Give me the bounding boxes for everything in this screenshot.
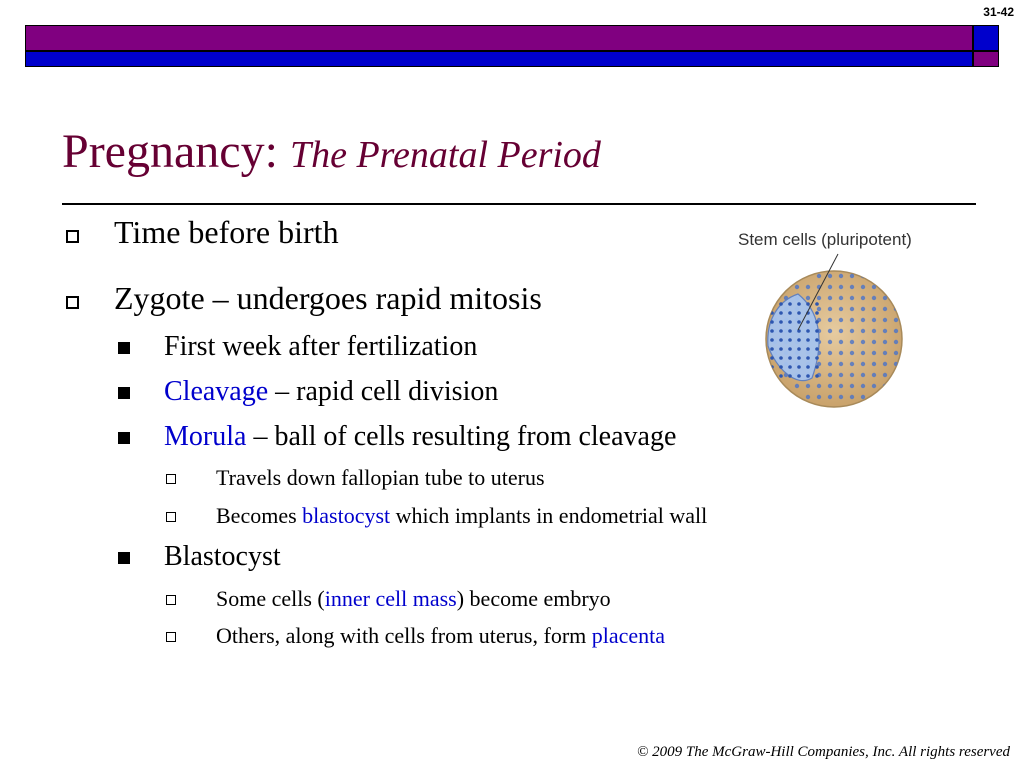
inner-cell-dot <box>788 365 792 369</box>
cell-nucleus-dot <box>883 351 887 355</box>
inner-cell-dot <box>788 356 792 360</box>
inner-cell-dot <box>815 311 819 315</box>
cell-nucleus-dot <box>861 329 865 333</box>
cell-nucleus-dot <box>817 296 821 300</box>
inner-cell-dot <box>788 374 792 378</box>
inner-cell-dot <box>788 311 792 315</box>
cell-nucleus-dot <box>839 373 843 377</box>
cell-nucleus-dot <box>872 296 876 300</box>
inner-cell-dot <box>779 374 783 378</box>
inner-cell-dot <box>797 374 801 378</box>
cell-nucleus-dot <box>883 296 887 300</box>
inner-cell-dot <box>770 374 774 378</box>
inner-cell-dot <box>788 302 792 306</box>
cell-nucleus-dot <box>828 362 832 366</box>
small-hollow-square-bullet-icon <box>166 512 176 522</box>
cell-nucleus-dot <box>861 285 865 289</box>
cell-nucleus-dot <box>850 351 854 355</box>
cell-nucleus-dot <box>839 296 843 300</box>
small-hollow-square-bullet-icon <box>166 595 176 605</box>
bullet-travels-down: Travels down fallopian tube to uterus <box>216 465 545 490</box>
cell-nucleus-dot <box>850 318 854 322</box>
term-cleavage: Cleavage <box>164 376 269 407</box>
cell-nucleus-dot <box>894 373 898 377</box>
inner-cell-dot <box>770 329 774 333</box>
solid-square-bullet-icon <box>118 432 130 444</box>
inner-cell-dot <box>770 320 774 324</box>
inner-cell-dot <box>797 302 801 306</box>
cell-nucleus-dot <box>828 329 832 333</box>
cell-nucleus-dot <box>839 285 843 289</box>
cell-nucleus-dot <box>850 329 854 333</box>
header-band-purple <box>25 25 973 51</box>
cell-nucleus-dot <box>883 362 887 366</box>
cell-nucleus-dot <box>883 307 887 311</box>
inner-cell-dot <box>797 347 801 351</box>
cell-nucleus-dot <box>883 318 887 322</box>
cell-nucleus-dot <box>872 362 876 366</box>
inner-cell-dot <box>770 338 774 342</box>
cell-nucleus-dot <box>839 274 843 278</box>
term-placenta: placenta <box>591 623 666 648</box>
inner-cell-dot <box>779 320 783 324</box>
inner-cell-dot <box>779 356 783 360</box>
inner-cell-dot <box>770 356 774 360</box>
bullet-blastocyst: Blastocyst <box>164 541 281 572</box>
slide-number: 31-42 <box>983 5 1014 19</box>
cell-nucleus-dot <box>894 329 898 333</box>
inner-cell-dot <box>806 302 810 306</box>
cell-nucleus-dot <box>839 384 843 388</box>
becomes-prefix: Becomes <box>216 503 303 528</box>
cell-nucleus-dot <box>850 296 854 300</box>
cell-nucleus-dot <box>850 285 854 289</box>
header-band-blue-square <box>973 25 999 51</box>
bullet-cleavage <box>164 378 498 406</box>
hollow-square-bullet-icon <box>66 230 79 243</box>
hollow-square-bullet-icon <box>66 296 79 309</box>
header-band-blue <box>25 51 973 67</box>
cell-nucleus-dot <box>828 384 832 388</box>
title-main: Pregnancy: <box>62 125 278 178</box>
inner-cell-dot <box>779 302 783 306</box>
blastocyst-figure <box>726 218 946 418</box>
cell-nucleus-dot <box>806 384 810 388</box>
others-prefix: Others, along with cells from uterus, form <box>216 623 592 648</box>
cell-nucleus-dot <box>861 340 865 344</box>
cell-nucleus-dot <box>861 318 865 322</box>
cell-nucleus-dot <box>839 362 843 366</box>
inner-cell-dot <box>779 311 783 315</box>
header-band-purple-square <box>973 51 999 67</box>
cell-nucleus-dot <box>872 340 876 344</box>
cell-nucleus-dot <box>817 307 821 311</box>
blastocyst-illustration <box>726 218 946 418</box>
inner-cell-dot <box>806 356 810 360</box>
cell-nucleus-dot <box>839 351 843 355</box>
inner-cell-dot <box>806 329 810 333</box>
cell-nucleus-dot <box>839 395 843 399</box>
cell-nucleus-dot <box>850 307 854 311</box>
cell-nucleus-dot <box>828 340 832 344</box>
blastocyst-description: which implants in endometrial wall <box>390 503 708 528</box>
inner-cell-dot <box>797 338 801 342</box>
cell-nucleus-dot <box>894 340 898 344</box>
cell-nucleus-dot <box>850 373 854 377</box>
cell-nucleus-dot <box>850 362 854 366</box>
cell-nucleus-dot <box>817 274 821 278</box>
inner-cell-dot <box>788 347 792 351</box>
cell-nucleus-dot <box>839 340 843 344</box>
inner-cell-dot <box>770 302 774 306</box>
copyright-footer: © 2009 The McGraw-Hill Companies, Inc. All rights reserved <box>636 744 1010 760</box>
solid-square-bullet-icon <box>118 552 130 564</box>
cell-nucleus-dot <box>828 285 832 289</box>
inner-cell-mass-description: ) become embryo <box>456 586 611 611</box>
cell-nucleus-dot <box>817 395 821 399</box>
cell-nucleus-dot <box>872 384 876 388</box>
term-inner-cell-mass: inner cell mass <box>324 586 457 611</box>
title-sub: The Prenatal Period <box>289 134 601 176</box>
cell-nucleus-dot <box>795 384 799 388</box>
cell-nucleus-dot <box>828 307 832 311</box>
inner-cell-dot <box>806 374 810 378</box>
bullet-placenta <box>216 625 665 647</box>
bullet-inner-cell-mass <box>216 588 611 610</box>
cell-nucleus-dot <box>861 296 865 300</box>
inner-cell-dot <box>779 338 783 342</box>
cell-nucleus-dot <box>883 340 887 344</box>
cell-nucleus-dot <box>861 307 865 311</box>
cell-nucleus-dot <box>872 307 876 311</box>
inner-cell-dot <box>815 302 819 306</box>
cell-nucleus-dot <box>850 274 854 278</box>
cell-nucleus-dot <box>828 373 832 377</box>
inner-cell-dot <box>788 320 792 324</box>
cell-nucleus-dot <box>806 395 810 399</box>
inner-cell-dot <box>815 338 819 342</box>
cell-nucleus-dot <box>872 373 876 377</box>
cell-nucleus-dot <box>861 384 865 388</box>
cell-nucleus-dot <box>828 318 832 322</box>
inner-cell-dot <box>815 374 819 378</box>
inner-cell-dot <box>779 347 783 351</box>
bullet-morula <box>164 423 676 451</box>
inner-cell-dot <box>815 329 819 333</box>
cell-nucleus-dot <box>861 395 865 399</box>
bullet-zygote: Zygote – undergoes rapid mitosis <box>114 280 542 316</box>
cell-nucleus-dot <box>883 329 887 333</box>
slide-title <box>62 125 601 178</box>
cell-nucleus-dot <box>872 329 876 333</box>
inner-cell-dot <box>788 338 792 342</box>
solid-square-bullet-icon <box>118 342 130 354</box>
inner-cell-dot <box>770 347 774 351</box>
cell-nucleus-dot <box>861 362 865 366</box>
cell-nucleus-dot <box>894 318 898 322</box>
inner-cell-dot <box>797 311 801 315</box>
inner-cell-dot <box>797 356 801 360</box>
small-hollow-square-bullet-icon <box>166 632 176 642</box>
cell-nucleus-dot <box>839 329 843 333</box>
cell-nucleus-dot <box>817 384 821 388</box>
bullet-time-before-birth: Time before birth <box>114 214 339 250</box>
inner-cell-dot <box>806 338 810 342</box>
bullet-first-week: First week after fertilization <box>164 331 478 362</box>
cell-nucleus-dot <box>872 351 876 355</box>
cell-nucleus-dot <box>795 285 799 289</box>
inner-cell-dot <box>815 347 819 351</box>
cell-nucleus-dot <box>850 395 854 399</box>
cell-nucleus-dot <box>861 351 865 355</box>
title-rule <box>62 203 976 205</box>
inner-cell-dot <box>797 320 801 324</box>
inner-cell-dot <box>815 365 819 369</box>
cell-nucleus-dot <box>828 395 832 399</box>
cell-nucleus-dot <box>894 351 898 355</box>
morula-description: – ball of cells resulting from cleavage <box>246 421 677 452</box>
solid-square-bullet-icon <box>118 387 130 399</box>
inner-cell-dot <box>797 365 801 369</box>
figure-label: Stem cells (pluripotent) <box>738 230 912 249</box>
cell-nucleus-dot <box>828 296 832 300</box>
cell-nucleus-dot <box>872 318 876 322</box>
bullet-becomes-blastocyst <box>216 505 707 527</box>
cell-nucleus-dot <box>806 296 810 300</box>
inner-cell-dot <box>779 365 783 369</box>
cell-nucleus-dot <box>861 373 865 377</box>
inner-cell-dot <box>779 329 783 333</box>
cell-nucleus-dot <box>883 373 887 377</box>
cell-nucleus-dot <box>828 274 832 278</box>
small-hollow-square-bullet-icon <box>166 474 176 484</box>
cell-nucleus-dot <box>828 351 832 355</box>
term-morula: Morula <box>164 421 247 452</box>
term-blastocyst: blastocyst <box>302 503 391 528</box>
inner-cell-dot <box>806 320 810 324</box>
cell-nucleus-dot <box>872 285 876 289</box>
cleavage-description: – rapid cell division <box>268 376 499 407</box>
inner-cell-dot <box>788 329 792 333</box>
inner-cell-dot <box>806 347 810 351</box>
some-cells-prefix: Some cells ( <box>216 586 325 611</box>
cell-nucleus-dot <box>850 340 854 344</box>
inner-cell-dot <box>806 365 810 369</box>
cell-nucleus-dot <box>806 285 810 289</box>
cell-nucleus-dot <box>839 318 843 322</box>
cell-nucleus-dot <box>850 384 854 388</box>
inner-cell-dot <box>815 356 819 360</box>
inner-cell-dot <box>815 320 819 324</box>
cell-nucleus-dot <box>839 307 843 311</box>
